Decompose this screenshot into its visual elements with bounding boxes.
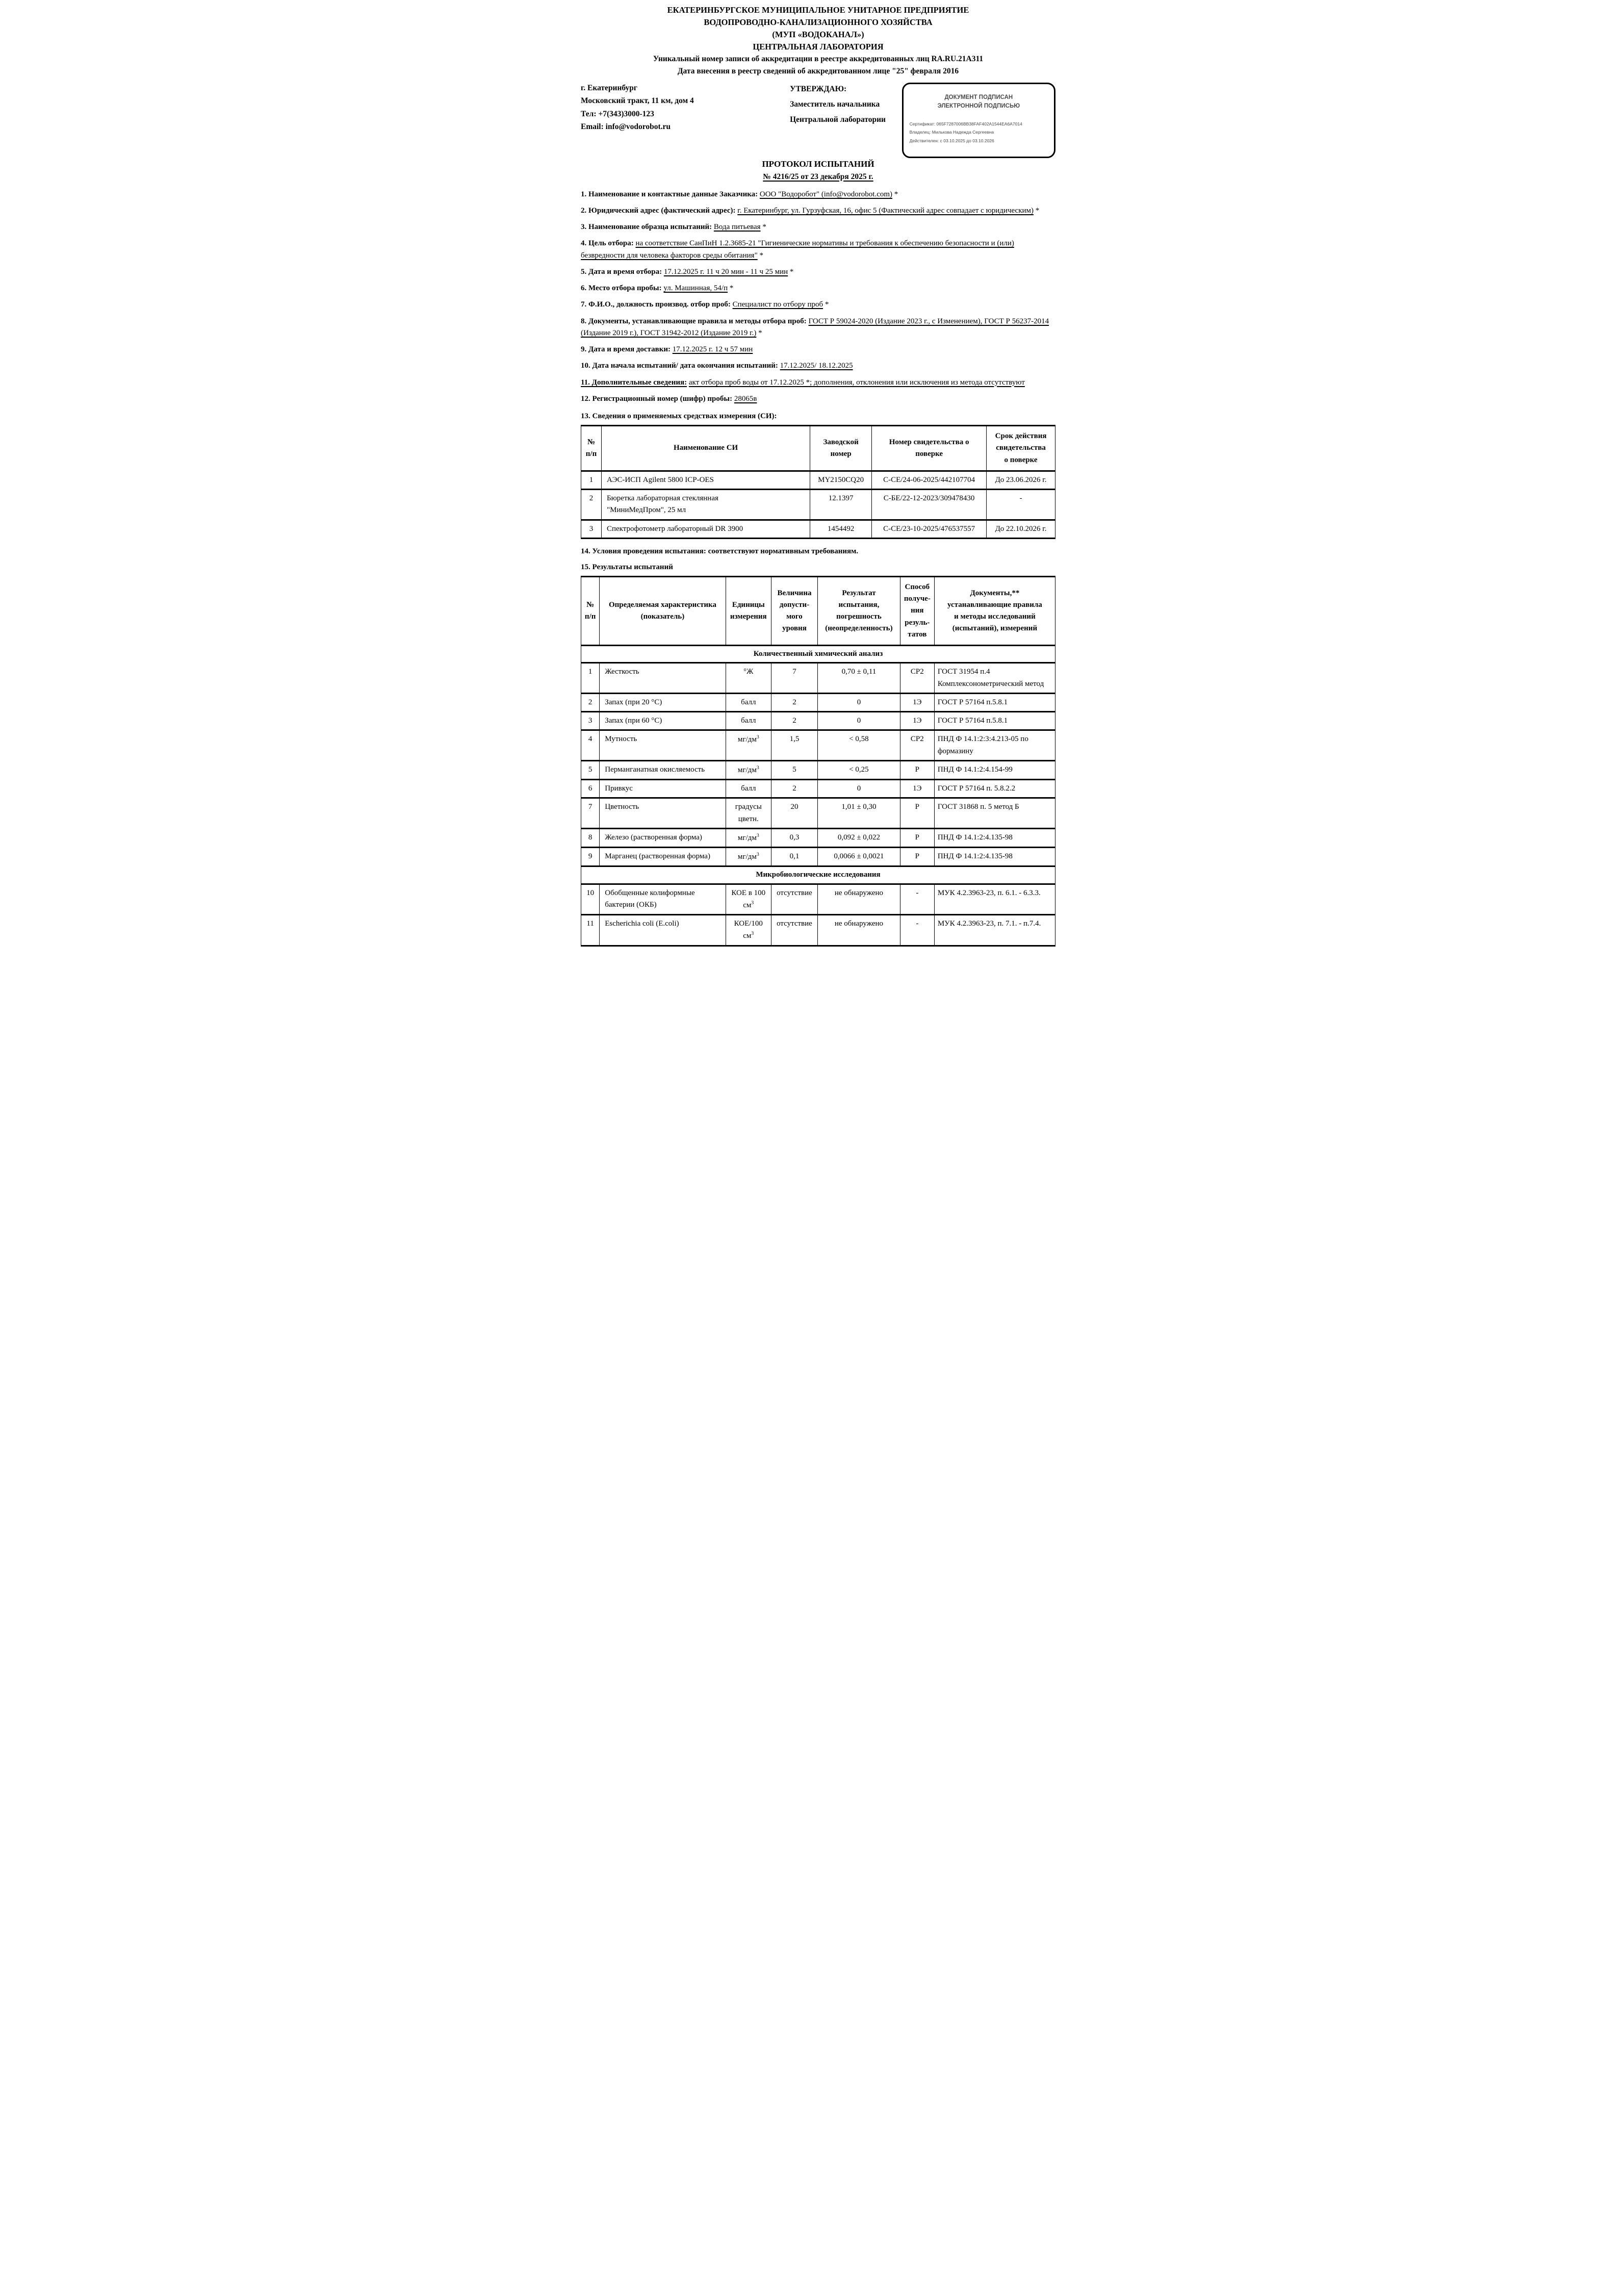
table-cell: ГОСТ Р 57164 п.5.8.1: [934, 693, 1055, 711]
table-cell: 0,0066 ± 0,0021: [818, 848, 900, 866]
table-cell: 10: [581, 884, 600, 915]
table-cell: До 23.06.2026 г.: [987, 471, 1055, 489]
item-label: 7. Ф.И.О., должность производ. отбор проб:: [581, 300, 731, 309]
protocol-item: [581, 266, 1055, 278]
section13-heading: 13. Сведения о применяемых средствах измерения (СИ):: [581, 412, 777, 421]
table-cell: 0: [818, 780, 900, 798]
table-cell: 2: [771, 693, 817, 711]
table-cell: СР2: [900, 663, 934, 694]
table-cell: 1Э: [900, 780, 934, 798]
table-row: [581, 760, 1055, 779]
stamp-validity: Действителен: с 03.10.2025 до 03.10.2026: [909, 138, 994, 143]
table-cell: 1Э: [900, 712, 934, 730]
table-cell: балл: [726, 712, 771, 730]
table-cell: Бюретка лабораторная стеклянная "МиниМедПром", 25 мл: [601, 490, 810, 520]
table-cell: $мг/дм^3$: [726, 848, 771, 866]
item-footnote-asterisk: *: [892, 190, 898, 198]
table-cell: Цветность: [600, 798, 726, 829]
table-cell: $мг/дм^3$: [726, 828, 771, 847]
table-header-cell: № п/п: [581, 576, 600, 645]
section14-text: 14. Условия проведения испытания: соответствуют нормативным требованиям.: [581, 547, 859, 555]
table-cell: МУК 4.2.3963-23, п. 6.1. - 6.3.3.: [934, 884, 1055, 915]
table-cell: Привкус: [600, 780, 726, 798]
table-cell: КОЕ в 100 $см^3$: [726, 884, 771, 915]
table-cell: 3: [581, 712, 600, 730]
si-table-wrap: [581, 425, 1055, 539]
item-value: акт отбора проб воды от 17.12.2025 *; дополнения, отклонения или исключения из метода отсутствуют: [688, 378, 1025, 387]
results-table-wrap: [581, 576, 1055, 947]
table-cell: градусы цветн.: [726, 798, 771, 829]
accreditation-block: [581, 53, 1055, 78]
table-cell: 7: [771, 663, 817, 694]
item-value: 17.12.2025 г. 11 ч 20 мин - 11 ч 25 мин: [663, 267, 788, 276]
results-section-title: Количественный химический анализ: [581, 646, 1055, 663]
table-cell: Запах (при 20 °С): [600, 693, 726, 711]
table-header-cell: Заводской номер: [810, 426, 872, 471]
table-cell: 1,5: [771, 730, 817, 761]
item-label: 6. Место отбора пробы:: [581, 284, 662, 293]
digital-signature-stamp: [902, 83, 1055, 158]
protocol-item: [581, 238, 1055, 262]
table-row: [581, 471, 1055, 489]
table-header-cell: Единицы измерения: [726, 576, 771, 645]
table-row: [581, 712, 1055, 730]
table-cell: 11: [581, 915, 600, 946]
table-cell: 2: [581, 693, 600, 711]
table-cell: 1454492: [810, 520, 872, 538]
table-cell: Р: [900, 798, 934, 829]
table-cell: 1: [581, 471, 602, 489]
protocol-item: [581, 299, 1055, 311]
item-label: 11. Дополнительные сведения:: [581, 378, 687, 387]
item-value: Вода питьевая: [713, 223, 761, 232]
item-label: 1. Наименование и контактные данные Заказчика:: [581, 190, 758, 198]
table-header-cell: Величина допусти- мого уровня: [771, 576, 817, 645]
protocol-item: [581, 283, 1055, 294]
results-table-body: [581, 646, 1055, 946]
table-header-cell: Срок действия свидетельства о поверке: [987, 426, 1055, 471]
table-row: [581, 828, 1055, 847]
table-cell: балл: [726, 780, 771, 798]
table-cell: ПНД Ф 14.1:2:3:4.213-05 по формазину: [934, 730, 1055, 761]
table-cell: 0: [818, 693, 900, 711]
org-name-block: [581, 4, 1055, 53]
document-number: [581, 172, 1055, 182]
table-cell: С-СЕ/23-10-2025/476537557: [872, 520, 987, 538]
table-cell: 4: [581, 730, 600, 761]
table-cell: $мг/дм^3$: [726, 760, 771, 779]
item-label: 5. Дата и время отбора:: [581, 267, 662, 276]
table-cell: 20: [771, 798, 817, 829]
item-value: ГОСТ Р 59024-2020 (Издание 2023 г., с Изменением), ГОСТ Р 56237-2014 (Издание 2019 г.), ГОСТ 31942-2012 (Издание 2019 г.): [581, 317, 1049, 337]
table-cell: Запах (при 60 °С): [600, 712, 726, 730]
item-value: 17.12.2025/ 18.12.2025: [780, 362, 853, 370]
table-cell: ПНД Ф 14.1:2:4.154-99: [934, 760, 1055, 779]
table-cell: СР2: [900, 730, 934, 761]
protocol-item: [581, 316, 1055, 340]
document-title: ПРОТОКОЛ ИСПЫТАНИЙ: [762, 159, 874, 169]
table-cell: ГОСТ 31868 п. 5 метод Б: [934, 798, 1055, 829]
table-header-cell: Результат испытания, погрешность (неопределенность): [818, 576, 900, 645]
protocol-item: [581, 377, 1055, 389]
table-row: [581, 798, 1055, 829]
table-cell: -: [987, 490, 1055, 520]
table-cell: ГОСТ Р 57164 п. 5.8.2.2: [934, 780, 1055, 798]
table-cell: отсутствие: [771, 884, 817, 915]
table-cell: 0,092 ± 0,022: [818, 828, 900, 847]
table-cell: 1,01 ± 0,30: [818, 798, 900, 829]
stamp-details: [910, 120, 1048, 144]
table-cell: ГОСТ Р 57164 п.5.8.1: [934, 712, 1055, 730]
table-cell: отсутствие: [771, 915, 817, 946]
item-value: г. Екатеринбург, ул. Гурзуфская, 16, офис 5 (Фактический адрес совпадает с юридическим): [737, 206, 1034, 215]
protocol-item: [581, 393, 1055, 405]
table-cell: 8: [581, 828, 600, 847]
item-footnote-asterisk: *: [823, 300, 829, 309]
results-table-head: [581, 576, 1055, 645]
table-header-row: [581, 576, 1055, 645]
table-header-cell: Документы,** устанавливающие правила и методы исследований (испытаний), измерений: [934, 576, 1055, 645]
table-cell: 1: [581, 663, 600, 694]
table-cell: °Ж: [726, 663, 771, 694]
item-value: 17.12.2025 г. 12 ч 57 мин: [672, 345, 753, 354]
stamp-certificate: Сертификат: 065F7287006BB38FAF402A1544EA6A7014: [909, 121, 1022, 127]
item-footnote-asterisk: *: [788, 267, 794, 276]
table-cell: МУК 4.2.3963-23, п. 7.1. - п.7.4.: [934, 915, 1055, 946]
lab-address-block: [581, 82, 745, 134]
table-cell: 5: [581, 760, 600, 779]
table-header-cell: Наименование СИ: [601, 426, 810, 471]
table-cell: КОЕ/100 $см^3$: [726, 915, 771, 946]
item-label: 3. Наименование образца испытаний:: [581, 223, 712, 232]
item-value: Специалист по отбору проб: [732, 300, 823, 309]
lab-phone: Тел: +7(343)3000-123: [581, 109, 654, 118]
table-cell: Жесткость: [600, 663, 726, 694]
stamp-title-line2: ЭЛЕКТРОННОЙ ПОДПИСЬЮ: [937, 103, 1020, 109]
lab-city: г. Екатеринбург: [581, 83, 637, 92]
table-header-cell: Способ получе- ния резуль- татов: [900, 576, 934, 645]
item-value: на соответствие СанПиН 1.2.3685-21 "Гигиенические нормативы и требования к обеспечению безопасности и (или) безвредности для человека факторов среды обитания": [581, 239, 1014, 260]
item-footnote-asterisk: *: [757, 251, 763, 260]
item-label: 12. Регистрационный номер (шифр) пробы:: [581, 394, 733, 403]
measuring-instruments-table: [581, 425, 1055, 539]
table-row: [581, 884, 1055, 915]
table-cell: 12.1397: [810, 490, 872, 520]
protocol-document-page: [527, 0, 1096, 962]
table-header-cell: Номер свидетельства о поверке: [872, 426, 987, 471]
table-cell: Железо (растворенная форма): [600, 828, 726, 847]
table-cell: < 0,58: [818, 730, 900, 761]
item-footnote-asterisk: *: [756, 328, 762, 337]
table-cell: Мутность: [600, 730, 726, 761]
table-cell: С-БЕ/22-12-2023/309478430: [872, 490, 987, 520]
table-cell: 7: [581, 798, 600, 829]
item-value: 28065в: [734, 394, 757, 403]
item-label: 4. Цель отбора:: [581, 239, 634, 248]
protocol-item: [581, 205, 1055, 217]
table-cell: 2: [771, 780, 817, 798]
table-cell: 0,1: [771, 848, 817, 866]
table-cell: Спектрофотометр лабораторный DR 3900: [601, 520, 810, 538]
table-cell: С-СЕ/24-06-2025/442107704: [872, 471, 987, 489]
table-cell: не обнаружено: [818, 915, 900, 946]
approve-position-line1: Заместитель начальника: [790, 99, 880, 109]
header-row: [581, 82, 1055, 158]
table-cell: балл: [726, 693, 771, 711]
table-row: [581, 490, 1055, 520]
table-cell: не обнаружено: [818, 884, 900, 915]
accreditation-number-line: Уникальный номер записи об аккредитации в реестре аккредитованных лиц RA.RU.21А311: [653, 54, 984, 63]
item-label: 8. Документы, устанавливающие правила и методы отбора проб:: [581, 317, 807, 325]
table-row: [581, 663, 1055, 694]
item-label: 10. Дата начала испытаний/ дата окончания испытаний:: [581, 362, 778, 370]
lab-email: Email: info@vodorobot.ru: [581, 122, 671, 132]
table-cell: < 0,25: [818, 760, 900, 779]
stamp-owner: Владелец: Милькова Надежда Сергеевна: [909, 130, 994, 135]
table-row: [581, 520, 1055, 538]
protocol-items-list: [581, 189, 1055, 405]
table-cell: Р: [900, 848, 934, 866]
table-cell: 0,70 ± 0,11: [818, 663, 900, 694]
accreditation-date-line: Дата внесения в реестр сведений об аккредитованном лице "25" февраля 2016: [677, 66, 959, 75]
table-cell: 6: [581, 780, 600, 798]
table-cell: 3: [581, 520, 602, 538]
table-cell: 1Э: [900, 693, 934, 711]
table-cell: MY2150CQ20: [810, 471, 872, 489]
item-value: ул. Машинная, 54/п: [663, 284, 728, 293]
table-row: [581, 730, 1055, 761]
table-cell: 2: [581, 490, 602, 520]
table-row: [581, 780, 1055, 798]
results-table: [581, 576, 1055, 947]
table-cell: ПНД Ф 14.1:2:4.135-98: [934, 848, 1055, 866]
approve-position-line2: Центральной лаборатории: [790, 115, 886, 124]
stamp-title-line1: ДОКУМЕНТ ПОДПИСАН: [944, 94, 1013, 100]
table-cell: До 22.10.2026 г.: [987, 520, 1055, 538]
results-section-title: Микробиологические исследования: [581, 866, 1055, 884]
item-label: 9. Дата и время доставки:: [581, 345, 671, 354]
item-footnote-asterisk: *: [728, 284, 734, 293]
table-cell: Escherichia coli (E.coli): [600, 915, 726, 946]
table-cell: 0,3: [771, 828, 817, 847]
org-name-line4: ЦЕНТРАЛЬНАЯ ЛАБОРАТОРИЯ: [753, 41, 884, 52]
table-cell: АЭС-ИСП Agilent 5800 ICP-OES: [601, 471, 810, 489]
table-row: [581, 848, 1055, 866]
table-header-row: [581, 426, 1055, 471]
table-cell: $мг/дм^3$: [726, 730, 771, 761]
item-footnote-asterisk: *: [1034, 206, 1040, 215]
protocol-item: [581, 189, 1055, 200]
table-header-cell: № п/п: [581, 426, 602, 471]
table-cell: ГОСТ 31954 п.4 Комплексонометрический метод: [934, 663, 1055, 694]
approve-title: УТВЕРЖДАЮ:: [790, 84, 847, 93]
table-cell: Р: [900, 828, 934, 847]
item-value: ООО "Водоробот" (info@vodorobot.com): [759, 190, 893, 198]
table-cell: -: [900, 915, 934, 946]
protocol-item: [581, 344, 1055, 355]
table-cell: Обобщенные колиформные бактерии (ОКБ): [600, 884, 726, 915]
org-name-line1: ЕКАТЕРИНБУРГСКОЕ МУНИЦИПАЛЬНОЕ УНИТАРНОЕ ПРЕДПРИЯТИЕ: [667, 5, 969, 15]
table-cell: 2: [771, 712, 817, 730]
approve-block: [790, 82, 902, 128]
results-section-band: [581, 646, 1055, 663]
table-cell: 0: [818, 712, 900, 730]
table-cell: ПНД Ф 14.1:2:4.135-98: [934, 828, 1055, 847]
org-name-line2: ВОДОПРОВОДНО-КАНАЛИЗАЦИОННОГО ХОЗЯЙСТВА: [704, 17, 933, 27]
document-number-text: № 4216/25 от 23 декабря 2025 г.: [763, 172, 873, 181]
stamp-title: [910, 93, 1048, 111]
table-cell: Перманганатная окисляемость: [600, 760, 726, 779]
item-label: 2. Юридический адрес (фактический адрес):: [581, 206, 736, 215]
results-section-band: [581, 866, 1055, 884]
protocol-item: [581, 221, 1055, 233]
table-cell: Р: [900, 760, 934, 779]
protocol-item: [581, 360, 1055, 372]
table-row: [581, 915, 1055, 946]
table-row: [581, 693, 1055, 711]
table-cell: -: [900, 884, 934, 915]
si-table-body: [581, 471, 1055, 538]
si-table-head: [581, 426, 1055, 471]
item-footnote-asterisk: *: [760, 223, 766, 232]
table-header-cell: Определяемая характеристика (показатель): [600, 576, 726, 645]
table-cell: 9: [581, 848, 600, 866]
table-cell: Марганец (растворенная форма): [600, 848, 726, 866]
table-cell: 5: [771, 760, 817, 779]
lab-street: Московский тракт, 11 км, дом 4: [581, 96, 694, 106]
section15-heading: 15. Результаты испытаний: [581, 563, 673, 571]
org-name-line3: (МУП «ВОДОКАНАЛ»): [772, 29, 864, 39]
